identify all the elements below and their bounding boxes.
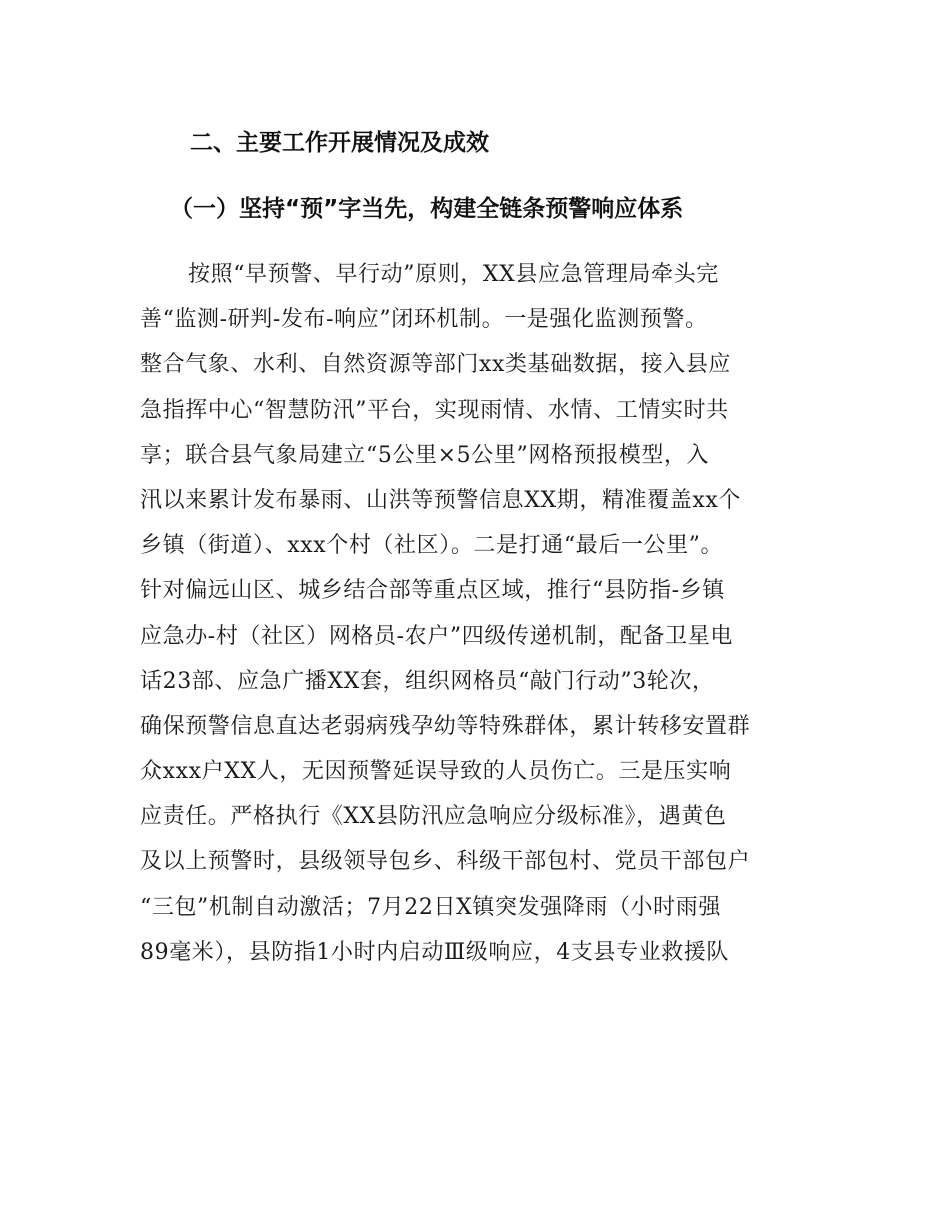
paragraph-line: 众xxx户XX人，无因预警延误导致的人员伤亡。三是压实响 xyxy=(140,759,732,785)
paragraph-line: “三包”机制自动激活；7月22日X镇突发强降雨（小时雨强 xyxy=(140,894,721,920)
paragraph-line: 汛以来累计发布暴雨、山洪等预警信息XX期，精准覆盖xx个 xyxy=(140,487,741,513)
paragraph-line: 按照“早预警、早行动”原则，XX县应急管理局牵头完 xyxy=(188,262,719,287)
subsection-heading: （一）坚持“预”字当先，构建全链条预警响应体系 xyxy=(170,196,684,222)
paragraph-line: 急指挥中心“智慧防汛”平台，实现雨情、水情、工情实时共 xyxy=(140,397,729,423)
paragraph-line: 应责任。严格执行《XX县防汛应急响应分级标准》，遇黄色 xyxy=(140,804,727,830)
paragraph-line: 89毫米），县防指1小时内启动Ⅲ级响应，4支县专业救援队 xyxy=(140,939,730,965)
paragraph-line: 整合气象、水利、自然资源等部门xx类基础数据，接入县应 xyxy=(140,352,732,378)
paragraph-line: 乡镇（街道）、xxx个村（社区）。二是打通“最后一公里”。 xyxy=(140,533,724,559)
paragraph-line: 善“监测-研判-发布-响应”闭环机制。一是强化监测预警。 xyxy=(140,307,708,333)
paragraph-line: 确保预警信息直达老弱病残孕幼等特殊群体，累计转移安置群 xyxy=(140,713,751,739)
paragraph-line: 及以上预警时，县级领导包乡、科级干部包村、党员干部包户 xyxy=(140,849,751,875)
section-heading: 二、主要工作开展情况及成效 xyxy=(190,130,489,156)
paragraph-line: 话23部、应急广播XX套，组织网格员“敲门行动”3轮次， xyxy=(140,668,715,694)
body-paragraph xyxy=(140,259,830,982)
paragraph-line: 应急办-村（社区）网格员-农户”四级传递机制，配备卫星电 xyxy=(140,623,733,649)
paragraph-line: 享；联合县气象局建立“5公里×5公里”网格预报模型，入 xyxy=(140,442,710,468)
paragraph-line: 针对偏远山区、城乡结合部等重点区域，推行“县防指-乡镇 xyxy=(140,578,725,604)
